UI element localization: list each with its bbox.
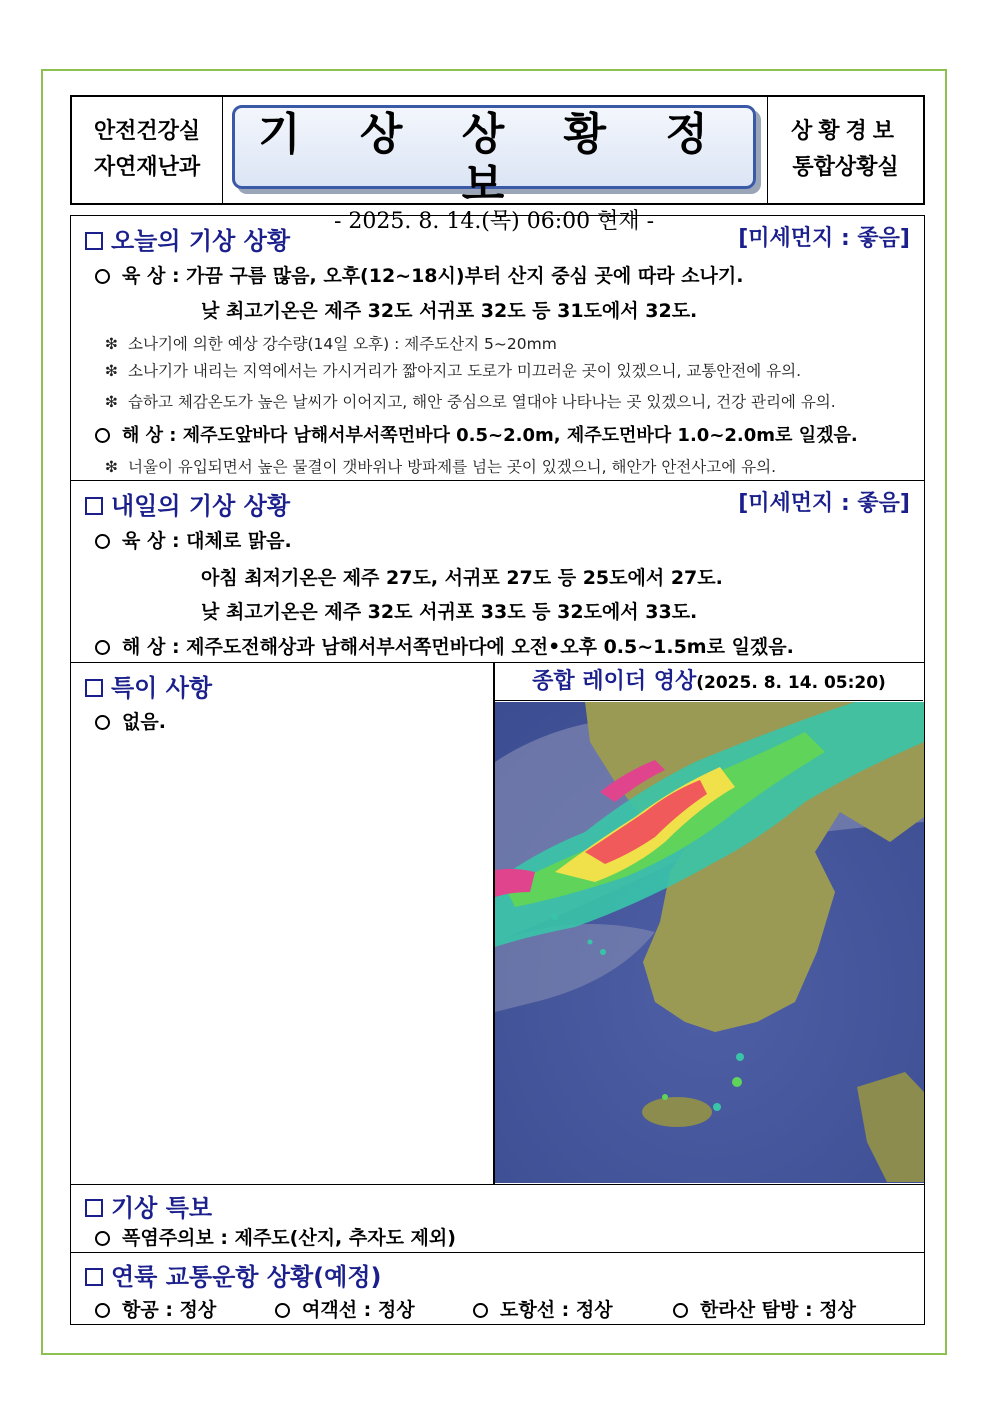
circle-bullet-icon <box>95 428 110 443</box>
asterisk-icon: ❇ <box>105 393 118 411</box>
traffic-item <box>473 1295 613 1322</box>
warning-item <box>95 1223 456 1250</box>
today-heading <box>85 221 290 256</box>
department-line1: 안전건강실 <box>93 119 201 144</box>
circle-bullet-icon <box>275 1303 290 1318</box>
traffic-heading <box>85 1257 382 1292</box>
today-heading-text: 오늘의 기상 상황 <box>111 227 290 255</box>
circle-bullet-icon <box>95 1231 110 1246</box>
rain-cell <box>600 949 606 955</box>
rain-cell <box>552 914 558 920</box>
rain-cell <box>713 1103 721 1111</box>
circle-bullet-icon <box>95 640 110 655</box>
circle-bullet-icon <box>95 269 110 284</box>
asterisk-icon: ❇ <box>105 458 118 476</box>
radar-time: (2025. 8. 14. 05:20) <box>696 673 886 693</box>
title-box <box>232 105 756 234</box>
tomorrow-land <box>95 526 292 553</box>
radar-title <box>495 664 923 701</box>
traffic-item-text: 도항선 : 정상 <box>500 1299 613 1321</box>
special-heading <box>85 668 212 703</box>
today-section <box>70 215 925 481</box>
warning-heading-text: 기상 특보 <box>111 1194 213 1222</box>
today-sea-note <box>105 455 776 477</box>
circle-bullet-icon <box>473 1303 488 1318</box>
office-block <box>767 97 923 203</box>
traffic-item-text: 한라산 탐방 : 정상 <box>700 1299 856 1321</box>
tomorrow-section <box>70 480 925 663</box>
rain-cell <box>588 940 593 945</box>
radar-map-svg <box>495 702 924 1183</box>
checkbox-icon <box>85 679 103 697</box>
traffic-item <box>275 1295 415 1322</box>
office-line1: 상황경보 <box>790 119 900 144</box>
circle-bullet-icon <box>673 1303 688 1318</box>
today-sea <box>95 421 858 447</box>
today-land-text: 육 상 : 가끔 구름 많음, 오후(12~18시)부터 산지 중심 곳에 따라 소나기. <box>122 265 744 287</box>
today-note-text: 소나기에 의한 예상 강수량(14일 오후) : 제주도산지 5~20mm <box>128 335 557 353</box>
tomorrow-land-min: 아침 최저기온은 제주 27도, 서귀포 27도 등 25도에서 27도. <box>201 567 723 589</box>
tomorrow-land-text: 육 상 : 대체로 맑음. <box>122 530 292 552</box>
rain-cell <box>662 1094 668 1100</box>
today-note <box>105 332 557 354</box>
traffic-section <box>70 1252 925 1325</box>
circle-bullet-icon <box>95 534 110 549</box>
asterisk-icon: ❇ <box>105 335 118 353</box>
tomorrow-dust: [미세먼지 : 좋음] <box>738 491 910 516</box>
traffic-item-text: 여객선 : 정상 <box>302 1299 415 1321</box>
department-line2: 자연재난과 <box>93 155 201 180</box>
asterisk-icon: ❇ <box>105 362 118 380</box>
traffic-heading-text: 연륙 교통운항 상황(예정) <box>111 1263 382 1291</box>
today-dust: [미세먼지 : 좋음] <box>738 226 910 251</box>
special-item <box>95 707 166 734</box>
office-line2: 통합상황실 <box>792 155 899 180</box>
today-note <box>105 390 836 412</box>
checkbox-icon <box>85 497 103 515</box>
tomorrow-heading-text: 내일의 기상 상황 <box>111 492 290 520</box>
today-land-temp: 낮 최고기온은 제주 32도 서귀포 32도 등 31도에서 32도. <box>201 300 698 322</box>
radar-image <box>495 702 924 1183</box>
warning-item-text: 폭염주의보 : 제주도(산지, 추자도 제외) <box>122 1227 456 1249</box>
report-date: - 2025. 8. 14.(목) 06:00 현재 - <box>333 209 655 234</box>
jeju-island <box>642 1097 712 1127</box>
page-title: 기 상 상 황 정 보 <box>258 109 730 210</box>
warning-heading <box>85 1188 212 1223</box>
circle-bullet-icon <box>95 1303 110 1318</box>
tomorrow-land-max: 낮 최고기온은 제주 32도 서귀포 33도 등 32도에서 33도. <box>201 601 698 623</box>
warning-section <box>70 1184 925 1253</box>
traffic-item-text: 항공 : 정상 <box>122 1299 217 1321</box>
circle-bullet-icon <box>95 715 110 730</box>
checkbox-icon <box>85 1199 103 1217</box>
rain-cell <box>736 1053 744 1061</box>
today-note-text: 습하고 체감온도가 높은 날씨가 이어지고, 해안 중심으로 열대야 나타나는 곳 있겠으니, 건강 관리에 유의. <box>128 393 836 411</box>
today-note-text: 소나기가 내리는 지역에서는 가시거리가 짧아지고 도로가 미끄러운 곳이 있겠으니, 교통안전에 유의. <box>128 362 802 380</box>
tomorrow-heading <box>85 486 290 521</box>
tomorrow-sea-text: 해 상 : 제주도전해상과 남해서부서쪽먼바다에 오전•오후 0.5~1.5m로 일겠음. <box>122 636 794 658</box>
special-item-text: 없음. <box>122 711 166 733</box>
checkbox-icon <box>85 232 103 250</box>
today-land <box>95 261 743 288</box>
traffic-item <box>95 1295 216 1322</box>
today-sea-text: 해 상 : 제주도앞바다 남해서부서쪽먼바다 0.5~2.0m, 제주도먼바다 1.0~2.0m로 일겠음. <box>122 425 858 446</box>
traffic-item <box>673 1295 856 1322</box>
rain-cell <box>732 1077 742 1087</box>
radar-title-text: 종합 레이더 영상 <box>532 669 697 694</box>
today-note <box>105 359 801 381</box>
department-block <box>72 97 223 203</box>
today-sea-note-text: 너울이 유입되면서 높은 물결이 갯바위나 방파제를 넘는 곳이 있겠으니, 해안가 안전사고에 유의. <box>128 458 777 476</box>
checkbox-icon <box>85 1268 103 1286</box>
header <box>70 95 925 234</box>
tomorrow-sea <box>95 632 794 659</box>
special-heading-text: 특이 사항 <box>111 674 213 702</box>
